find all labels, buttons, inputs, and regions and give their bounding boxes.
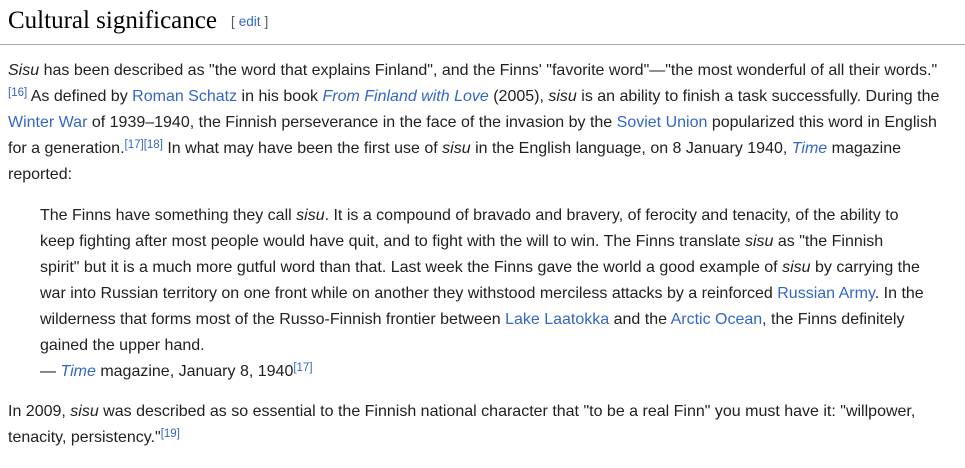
text-run: In 2009,: [8, 403, 71, 420]
text-run: In what may have been the first use of: [162, 140, 443, 157]
text-run: sisu: [548, 88, 577, 105]
quote-paragraph: [40, 203, 925, 359]
text-run: . In the wilderness that forms most of the Russo-Finnish frontier between: [40, 285, 924, 328]
text-run: was described as so essential to the Finnish national character that "to be a real Finn" you must have it: "willpower, tenacity, persistency.": [8, 403, 916, 446]
link-arctic-ocean[interactable]: Arctic Ocean: [670, 311, 763, 328]
edit-section: [231, 14, 268, 29]
text-run: sisu: [296, 207, 325, 224]
link-time[interactable]: Time: [791, 140, 828, 157]
reference-link-18[interactable]: [18]: [143, 138, 163, 151]
edit-bracket-close: ]: [264, 14, 269, 30]
link-soviet-union[interactable]: Soviet Union: [616, 114, 708, 131]
text-run: Sisu: [8, 62, 40, 79]
reference-link-17[interactable]: [17]: [124, 138, 144, 151]
reference-16: [8, 87, 27, 99]
text-run: in the English language, on 8 January 1940,: [470, 140, 792, 157]
text-run: The Finns have something they call: [40, 207, 297, 224]
reference-17: [293, 362, 312, 374]
text-run: magazine reported:: [8, 140, 901, 183]
text-run: is an ability to finish a task successfully. During the: [576, 88, 940, 105]
text-run: (2005),: [488, 88, 549, 105]
link-roman-schatz[interactable]: Roman Schatz: [132, 88, 238, 105]
intro-paragraph: [0, 58, 965, 188]
link-winter-war[interactable]: Winter War: [8, 114, 88, 131]
reference-link-16[interactable]: [16]: [8, 86, 28, 99]
text-run: —: [40, 363, 61, 380]
link-lake-laatokka[interactable]: Lake Laatokka: [505, 311, 610, 328]
text-run: sisu: [70, 403, 99, 420]
reference-link-17[interactable]: [17]: [293, 361, 313, 374]
reference-19: [161, 428, 180, 440]
section-heading: [0, 2, 965, 45]
text-run: of 1939–1940, the Finnish perseverance in the face of the invasion by the: [87, 114, 617, 131]
link-time[interactable]: Time: [60, 363, 96, 380]
text-run: As defined by: [27, 88, 133, 105]
link-russian-army[interactable]: Russian Army: [777, 285, 875, 302]
closing-paragraph: [0, 399, 965, 451]
text-run: by carrying the war into Russian territory on one front while on another they withstood merciless attacks by a reinforced: [40, 259, 920, 302]
text-run: and the: [609, 311, 671, 328]
text-run: as "the Finnish spirit" but it is a much more gutful word than that. Last week the Finns gave the world a good example of: [40, 233, 884, 276]
quote-attribution: [40, 359, 925, 385]
time-blockquote: [40, 203, 925, 385]
text-run: sisu: [745, 233, 774, 250]
link-from-finland-with-love[interactable]: From Finland with Love: [322, 88, 489, 105]
text-run: , the Finns definitely gained the upper hand.: [40, 311, 905, 354]
text-run: sisu: [442, 140, 471, 157]
section-title: Cultural significance: [8, 7, 217, 34]
reference-17: [125, 139, 144, 151]
text-run: in his book: [237, 88, 323, 105]
reference-link-19[interactable]: [19]: [160, 427, 180, 440]
text-run: sisu: [782, 259, 811, 276]
text-run: . It is a compound of bravado and bravery, of ferocity and tenacity, of the ability to keep fighting after most people would have quit, and to fight with the will to win. The Finns translate: [40, 207, 899, 250]
edit-bracket-open: [: [230, 14, 235, 30]
text-run: magazine, January 8, 1940: [95, 363, 294, 380]
edit-link[interactable]: edit: [238, 14, 261, 30]
reference-18: [144, 139, 163, 151]
text-run: popularized this word in English for a generation.: [8, 114, 937, 157]
text-run: has been described as "the word that explains Finland", and the Finns' "favorite word"—"the most wonderful of all their words.": [39, 62, 938, 79]
